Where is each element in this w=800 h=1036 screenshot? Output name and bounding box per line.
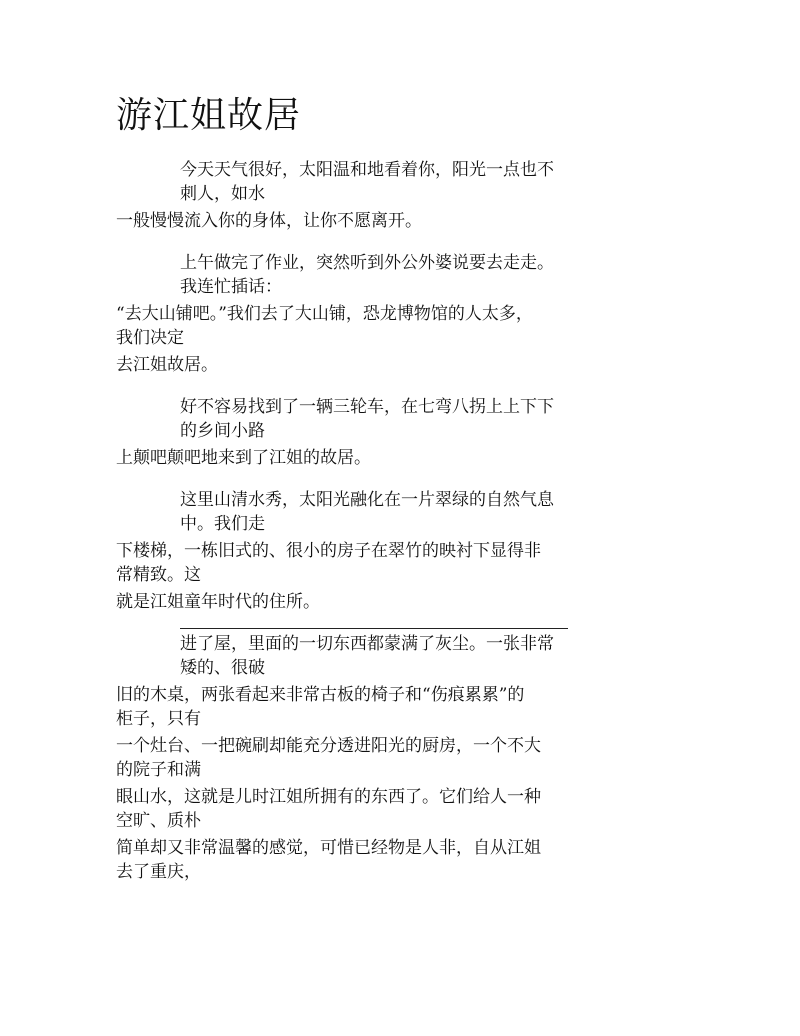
text-line: 进了屋，里面的一切东西都蒙满了灰尘。一张非常 — [180, 634, 554, 654]
text-line: “去大山铺吧。”我们去了大山铺，恐龙博物馆的人太多， — [116, 304, 533, 324]
text-line: 去了重庆， — [116, 862, 201, 882]
text-line: 常精致。这 — [116, 565, 201, 585]
text-line: 的乡间小路 — [180, 421, 265, 441]
text-line: 今天天气很好，太阳温和地看着你，阳光一点也不 — [180, 160, 554, 180]
horizontal-rule — [180, 628, 568, 629]
text-line: 好不容易找到了一辆三轮车，在七弯八拐上上下下 — [180, 397, 554, 417]
text-line: 上午做完了作业，突然听到外公外婆说要去走走。 — [180, 253, 554, 273]
text-line: 一个灶台、一把碗刷却能充分透进阳光的厨房，一个不大 — [116, 736, 541, 756]
text-line: 下楼梯，一栋旧式的、很小的房子在翠竹的映衬下显得非 — [116, 541, 541, 561]
text-line: 这里山清水秀，太阳光融化在一片翠绿的自然气息 — [180, 490, 554, 510]
text-line: 我连忙插话： — [180, 277, 282, 297]
document-title: 游江姐故居 — [116, 95, 302, 136]
text-line: 柜子，只有 — [116, 709, 201, 729]
text-line: 我们决定 — [116, 328, 184, 348]
text-line: 上颠吧颠吧地来到了江姐的故居。 — [116, 448, 371, 468]
text-line: 去江姐故居。 — [116, 355, 218, 375]
text-line: 刺人，如水 — [180, 184, 265, 204]
text-line: 一般慢慢流入你的身体，让你不愿离开。 — [116, 211, 422, 231]
text-line: 旧的木桌，两张看起来非常古板的椅子和“伤痕累累”的 — [116, 685, 525, 705]
text-line: 中。我们走 — [180, 514, 265, 534]
text-line: 的院子和满 — [116, 760, 201, 780]
text-line: 空旷、质朴 — [116, 811, 201, 831]
text-line: 简单却又非常温馨的感觉，可惜已经物是人非，自从江姐 — [116, 838, 541, 858]
text-line: 矮的、很破 — [180, 658, 265, 678]
text-line: 眼山水，这就是儿时江姐所拥有的东西了。它们给人一种 — [116, 787, 541, 807]
text-line: 就是江姐童年时代的住所。 — [116, 592, 320, 612]
